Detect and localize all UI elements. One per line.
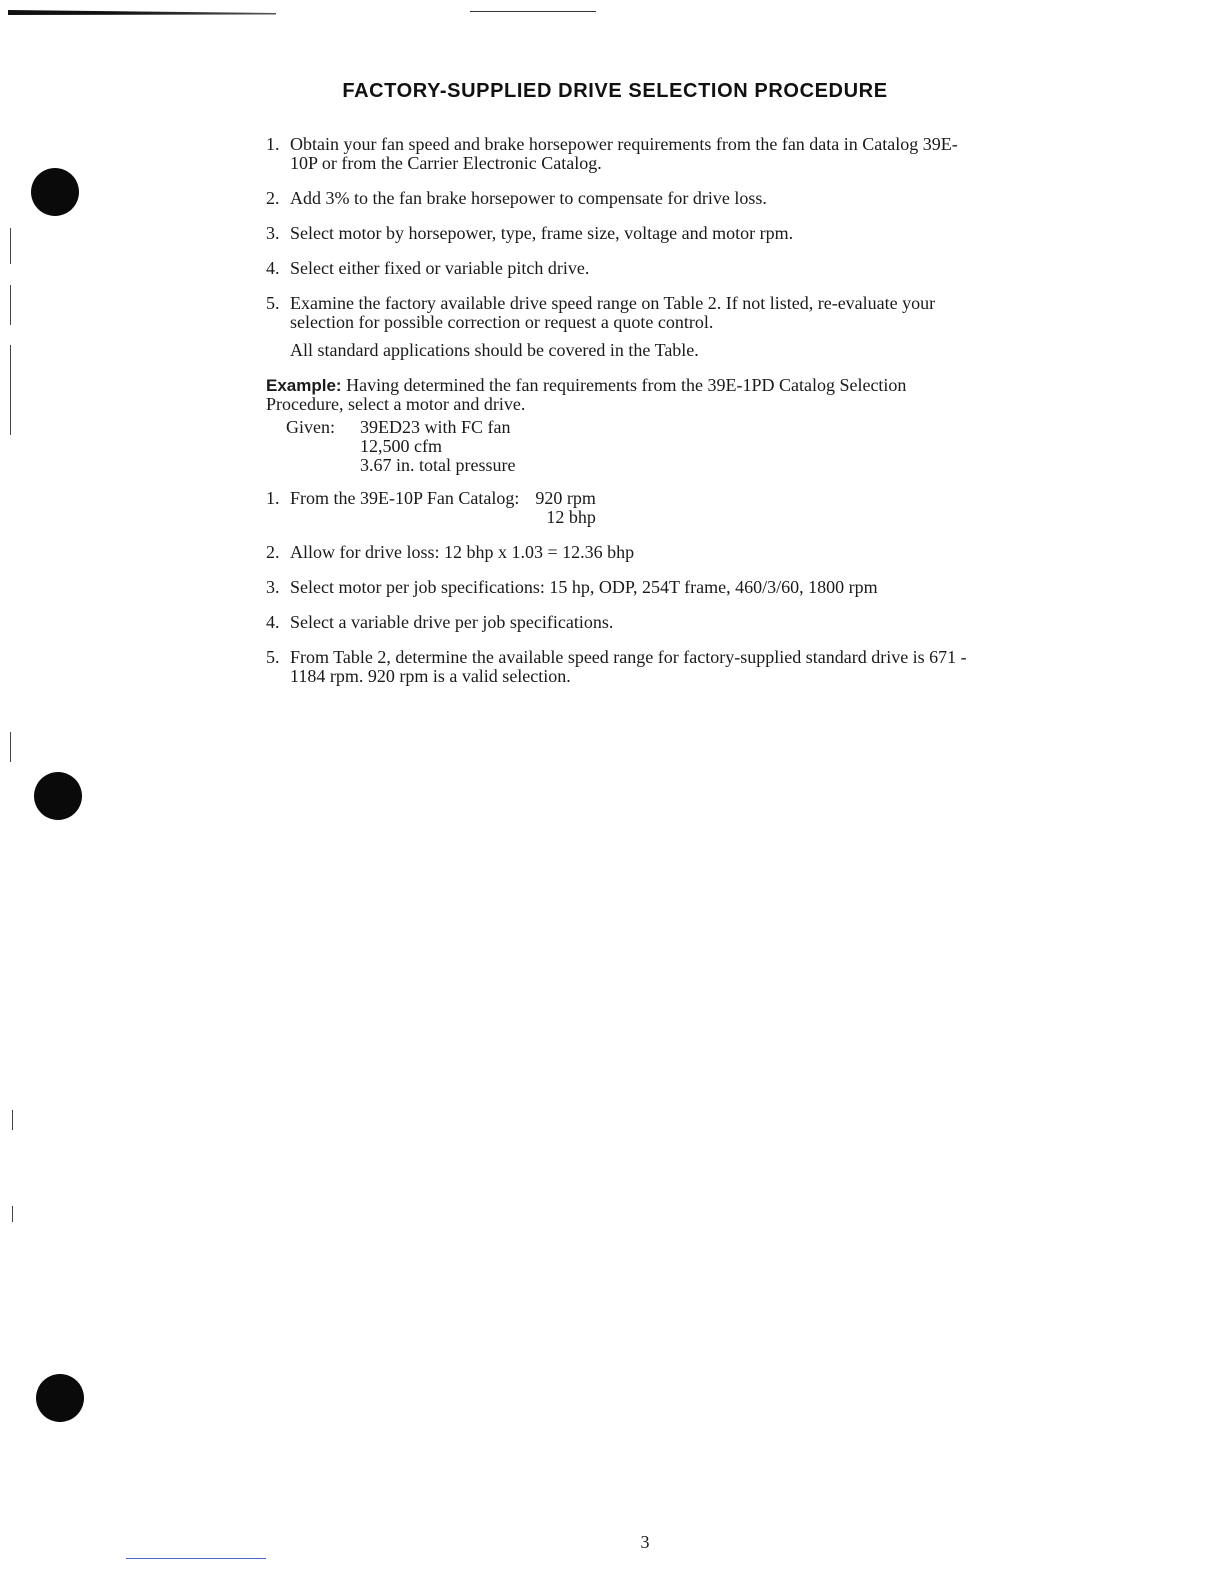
step-text: Allow for drive loss: 12 bhp x 1.03 = 12.36 bhp xyxy=(290,542,635,562)
item-number: 5. xyxy=(266,293,280,313)
binder-hole-bottom xyxy=(36,1374,84,1422)
example-step xyxy=(266,578,978,597)
step-text: Select motor per job specifications: 15 hp, ODP, 254T frame, 460/3/60, 1800 rpm xyxy=(290,577,878,597)
step-text: From Table 2, determine the available speed range for factory-supplied standard drive is 671 - 1184 rpm. 920 rpm is a valid selection. xyxy=(290,647,967,686)
step-value: 12 bhp xyxy=(546,507,596,527)
given-value: 12,500 cfm xyxy=(360,436,442,456)
given-value: 39ED23 with FC fan xyxy=(360,417,511,437)
page-title: FACTORY-SUPPLIED DRIVE SELECTION PROCEDURE xyxy=(342,80,888,102)
margin-mark xyxy=(10,345,11,435)
margin-mark xyxy=(10,285,11,325)
example-paragraph xyxy=(266,376,978,414)
procedure-note: All standard applications should be covered in the Table. xyxy=(290,340,699,360)
step-row xyxy=(290,489,978,527)
procedure-item xyxy=(266,189,978,208)
step-value: 920 rpm xyxy=(535,488,596,508)
step-number: 4. xyxy=(266,612,280,632)
given-label: Given: xyxy=(286,417,335,437)
example-step xyxy=(266,648,978,686)
page-number: 3 xyxy=(640,1532,650,1552)
item-text: Obtain your fan speed and brake horsepower requirements from the fan data in Catalog 39E-10P or from the Carrier Electronic Catalog. xyxy=(290,134,958,173)
step-text: From the 39E-10P Fan Catalog: xyxy=(290,488,520,508)
item-text: Examine the factory available drive speed range on Table 2. If not listed, re-evaluate your selection for possible correction or request a quote control. xyxy=(290,293,936,332)
scan-rule-line xyxy=(470,11,596,12)
procedure-item xyxy=(266,259,978,278)
item-number: 2. xyxy=(266,188,280,208)
item-text: Add 3% to the fan brake horsepower to compensate for drive loss. xyxy=(290,188,767,208)
procedure-item xyxy=(266,294,978,332)
item-number: 1. xyxy=(266,134,280,154)
step-number: 5. xyxy=(266,647,280,667)
scan-bottom-line xyxy=(126,1558,266,1559)
step-values xyxy=(519,489,596,527)
margin-mark xyxy=(12,1110,13,1130)
step-number: 1. xyxy=(266,488,280,508)
given-values xyxy=(360,418,515,475)
binder-hole-middle xyxy=(34,772,82,820)
item-number: 4. xyxy=(266,258,280,278)
binder-hole-top xyxy=(31,168,79,216)
margin-mark xyxy=(10,732,11,762)
scan-edge-line xyxy=(8,10,276,15)
margin-mark xyxy=(10,228,11,264)
example-label: Example: xyxy=(266,376,342,395)
procedure-content xyxy=(266,135,978,702)
step-text: Select a variable drive per job specifications. xyxy=(290,612,614,632)
item-text: Select either fixed or variable pitch drive. xyxy=(290,258,590,278)
procedure-item xyxy=(266,224,978,243)
given-value: 3.67 in. total pressure xyxy=(360,455,516,475)
example-step xyxy=(266,489,978,527)
example-step xyxy=(266,613,978,632)
procedure-item xyxy=(266,135,978,173)
example-text: Having determined the fan requirements from the 39E-1PD Catalog Selection Procedure, select a motor and drive. xyxy=(266,375,907,414)
step-number: 2. xyxy=(266,542,280,562)
item-text: Select motor by horsepower, type, frame size, voltage and motor rpm. xyxy=(290,223,794,243)
example-step xyxy=(266,543,978,562)
margin-mark xyxy=(12,1206,13,1222)
step-number: 3. xyxy=(266,577,280,597)
item-number: 3. xyxy=(266,223,280,243)
given-block xyxy=(266,418,978,475)
